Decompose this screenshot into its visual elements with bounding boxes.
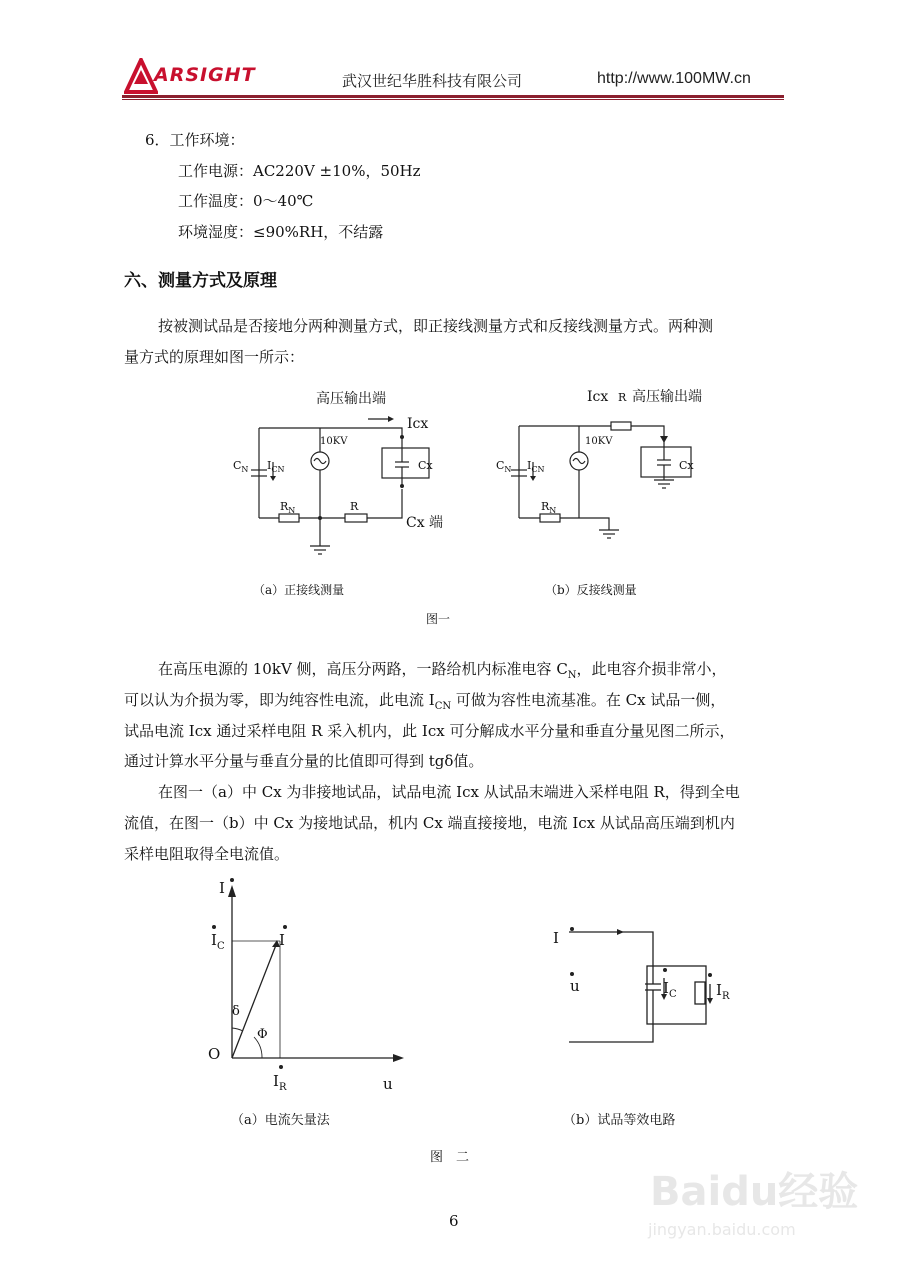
p2-line4: 通过计算水平分量与垂直分量的比值即可得到 tgδ值。 — [124, 752, 484, 770]
fig1b-hv-label: 高压输出端 — [632, 389, 702, 405]
p2-line1: 在高压电源的 10kV 侧，高压分两路，一路给机内标准电容 $C_N$，此电容介损非常小， — [158, 660, 727, 681]
fig2b-resistor — [695, 982, 705, 1004]
fig1a-hv-label: 高压输出端 — [316, 391, 386, 407]
section-title: 六、测量方式及原理 — [124, 271, 277, 291]
baidu-watermark — [640, 1140, 860, 1250]
fig1a-icx-label: Icx — [407, 416, 429, 432]
fig1a-rn-label: $R_N$ — [280, 500, 296, 515]
fig2a-origin-label: O — [208, 1045, 221, 1063]
fig1b-r-label: R — [618, 391, 627, 404]
watermark-site: jingyan.baidu.com — [648, 1220, 796, 1239]
watermark-brand: Baidu经验 — [650, 1169, 859, 1215]
fig2b-ir-label: $I_R$ — [716, 981, 730, 1002]
fig1-title: 图一 — [426, 612, 451, 626]
fig2a-ir-label: $I_R$ — [273, 1072, 287, 1093]
fig2b-u-label: u — [570, 977, 580, 995]
fig1a-cn-label: $C_N$ — [233, 459, 249, 474]
fig1a-caption: （a）正接线测量 — [253, 583, 345, 597]
fig1b-icn-label: $I_{CN}$ — [527, 459, 545, 474]
fig2a-i-axis-label: I — [219, 879, 225, 897]
fig2b-i-label: I — [553, 929, 559, 947]
env-power: 工作电源：AC220V ±10%，50Hz — [178, 162, 421, 180]
fig2a-delta-label: δ — [232, 1004, 240, 1019]
fig2a-i-label: I — [279, 931, 285, 949]
fig2b-caption: （b）试品等效电路 — [563, 1113, 676, 1128]
env-heading: 6．工作环境： — [145, 131, 245, 149]
p2-line3: 试品电流 Icx 通过采样电阻 R 采入机内，此 Icx 可分解成水平分量和垂直分量见图二所示， — [124, 722, 735, 740]
fig1b-cn-label: $C_N$ — [496, 459, 512, 474]
env-humidity: 环境湿度：≤90%RH，不结露 — [178, 223, 384, 241]
logo-text: ARSIGHT — [154, 64, 256, 86]
fig2a-vector-i — [232, 945, 276, 1058]
page-number: 6 — [449, 1212, 459, 1230]
fig2-title: 图 二 — [430, 1150, 470, 1165]
company-url[interactable]: http://www.100MW.cn — [597, 70, 751, 87]
fig2b-ic-label: $I_C$ — [663, 979, 677, 1000]
fig1b-kv-label: 10KV — [585, 436, 613, 447]
fig1b-rn-label: $R_N$ — [541, 500, 557, 515]
fig1a-cx-label: Cx — [418, 459, 433, 472]
p2-line2: 可以认为介损为零，即为纯容性电流，此电流 $I_{CN}$ 可做为容性电流基准。在 Cx 试品一侧， — [124, 691, 726, 712]
p1-line2: 量方式的原理如图一所示： — [124, 348, 305, 366]
p3-line3: 采样电阻取得全电流值。 — [124, 845, 290, 863]
fig2a-u-label: u — [383, 1075, 393, 1093]
fig1b-cx-label: Cx — [679, 459, 694, 472]
p3-line1: 在图一（a）中 Cx 为非接地试品，试品电流 Icx 从试品末端进入采样电阻 R，得到全电 — [158, 783, 740, 801]
fig2a-ic-label: $I_C$ — [211, 931, 225, 952]
fig2a-phi-label: Φ — [257, 1027, 268, 1042]
p1-line1: 按被测试品是否接地分两种测量方式，即正接线测量方式和反接线测量方式。两种测 — [158, 317, 714, 335]
p3-line2: 流值，在图一（b）中 Cx 为接地试品，机内 Cx 端直接接地，电流 Icx 从试品高压端到机内 — [124, 814, 735, 832]
fig1b-caption: （b）反接线测量 — [545, 583, 637, 597]
fig1a-kv-label: 10KV — [320, 436, 348, 447]
company-name: 武汉世纪华胜科技有限公司 — [342, 72, 523, 90]
fig1a-icn-label: $I_{CN}$ — [267, 459, 285, 474]
fig1b-icx-label: Icx — [587, 389, 609, 405]
fig2a-caption: （a）电流矢量法 — [231, 1113, 330, 1128]
env-temp: 工作温度：0～40℃ — [178, 192, 314, 210]
fig1a-cx-end-label: Cx 端 — [406, 515, 444, 531]
fig1a-r-label: R — [350, 500, 359, 513]
